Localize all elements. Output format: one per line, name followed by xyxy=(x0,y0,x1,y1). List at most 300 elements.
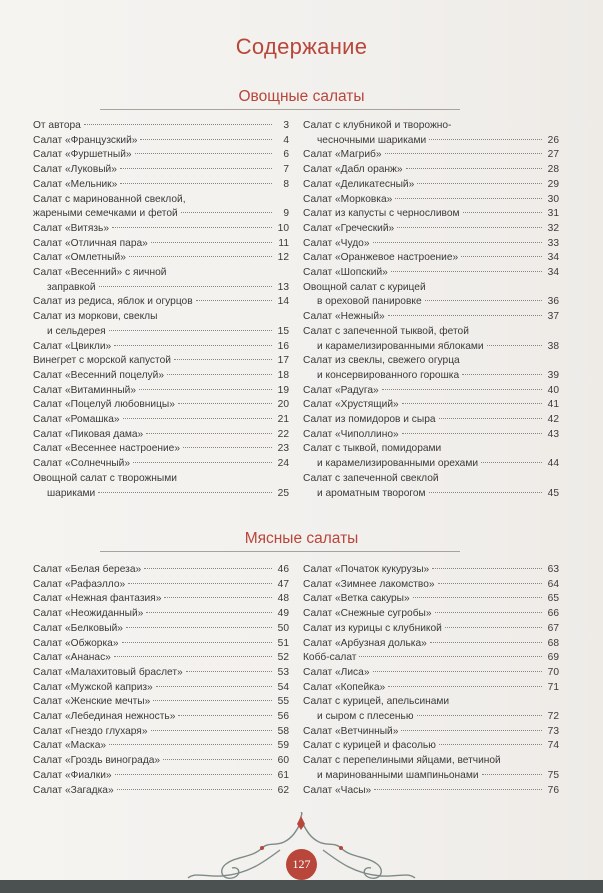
toc-entry-page: 3 xyxy=(283,120,289,131)
toc-entry-page: 43 xyxy=(547,428,559,440)
toc-entry-page: 25 xyxy=(277,487,289,499)
toc-entry-page: 73 xyxy=(547,725,559,737)
dot-leader xyxy=(114,345,272,346)
toc-entry xyxy=(33,695,289,710)
toc-entry-title: Салат с клубникой и творожно- xyxy=(303,120,452,131)
dot-leader xyxy=(402,403,542,404)
toc-entry-title: жареными семечками и фетой xyxy=(33,208,178,220)
toc-entry-page: 75 xyxy=(547,769,559,781)
toc-entry-title: Салат «Ветчинный» xyxy=(303,725,399,737)
toc-entry xyxy=(303,592,559,607)
toc-entry-page: 51 xyxy=(277,637,289,649)
toc-entry xyxy=(33,207,289,222)
dot-leader xyxy=(395,198,542,199)
toc-entry xyxy=(33,266,289,281)
toc-entry xyxy=(33,442,289,457)
toc-entry-page: 21 xyxy=(277,414,289,426)
toc-entry-page: 14 xyxy=(277,296,289,308)
toc-entry-title: Салат «Оранжевое настроение» xyxy=(303,252,459,264)
toc-entry xyxy=(33,487,289,502)
toc-entry-title: Салат «Нежный» xyxy=(303,311,385,323)
toc-entry-page: 40 xyxy=(547,384,559,396)
dot-leader xyxy=(139,389,272,390)
toc-entry-page: 38 xyxy=(547,340,559,352)
toc-entry-title: Салат «Весеннее настроение» xyxy=(33,443,181,455)
toc-column-right xyxy=(303,119,559,501)
dot-leader xyxy=(123,418,272,419)
toc-entry-page: 52 xyxy=(277,652,289,664)
toc-entry-title: шариками xyxy=(47,487,96,499)
dot-leader xyxy=(359,656,542,657)
dot-leader xyxy=(156,686,272,687)
toc-entry xyxy=(33,281,289,296)
toc-entry-title: Салат «Весенний» с яичной xyxy=(33,267,167,279)
section-heading-vegetable: Овощные салаты xyxy=(238,88,365,105)
toc-entry-page: 27 xyxy=(547,149,559,161)
toc-entry-title: Салат из курицы с клубникой xyxy=(303,622,442,634)
dot-leader xyxy=(112,227,272,228)
toc-entry xyxy=(33,251,289,266)
toc-entry xyxy=(33,193,289,208)
toc-entry-title: Салат «Маска» xyxy=(33,740,107,752)
toc-entry xyxy=(303,666,559,681)
dot-leader xyxy=(99,286,272,287)
dot-leader xyxy=(435,612,542,613)
dot-leader xyxy=(391,271,542,272)
toc-entry xyxy=(303,487,559,502)
toc-entry xyxy=(303,310,559,325)
toc-entry-page: 7 xyxy=(283,164,289,176)
dot-leader xyxy=(373,242,542,243)
toc-entry-title: Салат с запеченной тыквой, фетой xyxy=(303,325,469,337)
dot-leader xyxy=(133,462,272,463)
toc-entry-title: Салат «Малахитовый браслет» xyxy=(33,666,183,678)
toc-entry xyxy=(33,222,289,237)
toc-entry xyxy=(33,295,289,310)
toc-entry-title: Салат «Ромашка» xyxy=(33,414,120,426)
toc-entry-page: 26 xyxy=(547,134,559,146)
toc-entry-title: Салат «Загадка» xyxy=(33,784,114,796)
toc-entry xyxy=(303,695,559,710)
toc-entry xyxy=(303,207,559,222)
dot-leader xyxy=(430,642,542,643)
toc-entry xyxy=(303,237,559,252)
toc-entry xyxy=(33,563,289,578)
toc-entry-title: Салат «Дабл оранж» xyxy=(303,164,403,176)
toc-entry xyxy=(303,739,559,754)
bottom-edge xyxy=(0,880,603,893)
dot-leader xyxy=(120,168,272,169)
toc-entry-title: Салат «Пиковая дама» xyxy=(33,428,144,440)
toc-entry-page: 9 xyxy=(283,208,289,220)
toc-entry-page: 8 xyxy=(283,178,289,190)
toc-entry-title: Салат из редиса, яблок и огурцов xyxy=(33,296,193,308)
toc-entry-page: 39 xyxy=(547,369,559,381)
toc-entry-page: 11 xyxy=(278,237,289,249)
toc-entry-page: 44 xyxy=(547,458,559,470)
toc-entry xyxy=(303,163,559,178)
toc-entry-title: Салат «Хрустящий» xyxy=(303,399,399,411)
toc-entry-title: Салат из капусты с черносливом xyxy=(303,208,460,220)
dot-leader xyxy=(417,715,543,716)
dot-leader xyxy=(114,656,272,657)
toc-entry-page: 45 xyxy=(547,487,559,499)
toc-entry-title: и сыром с плесенью xyxy=(317,711,414,723)
dot-leader xyxy=(374,789,542,790)
toc-entry-title: Овощной салат с курицей xyxy=(303,281,426,293)
toc-entry xyxy=(303,325,559,340)
toc-entry-title: Салат с тыквой, помидорами xyxy=(303,443,442,455)
dot-leader xyxy=(167,374,272,375)
dot-leader xyxy=(151,242,272,243)
section-divider xyxy=(100,551,460,552)
toc-entry-title: Салат «Копейка» xyxy=(303,681,386,693)
toc-entry-title: Кобб-салат xyxy=(303,652,357,664)
toc-entry xyxy=(33,384,289,399)
dot-leader xyxy=(153,700,272,701)
dot-leader xyxy=(181,212,272,213)
toc-entry-title: Салат «Гнездо глухаря» xyxy=(33,725,148,737)
toc-entry-page: 64 xyxy=(547,578,559,590)
toc-entry-title: Салат «Чудо» xyxy=(303,237,370,249)
toc-entry-title: Салат «Чиполлино» xyxy=(303,428,399,440)
toc-entry-title: Салат «Отличная пара» xyxy=(33,237,148,249)
toc-entry-page: 29 xyxy=(547,178,559,190)
toc-entry-page: 67 xyxy=(547,622,559,634)
dot-leader xyxy=(146,612,272,613)
dot-leader xyxy=(164,597,272,598)
toc-entry xyxy=(33,369,289,384)
toc-entry-page: 33 xyxy=(547,237,559,249)
toc-entry-title: Салат «Нежная фантазия» xyxy=(33,593,162,605)
toc-entry-page: 60 xyxy=(277,755,289,767)
toc-entry-title: в ореховой панировке xyxy=(317,296,422,308)
dot-leader xyxy=(109,330,272,331)
toc-entry xyxy=(303,148,559,163)
toc-entry xyxy=(303,354,559,369)
toc-entry-title: Салат «Омлетный» xyxy=(33,252,126,264)
toc-entry xyxy=(33,398,289,413)
dot-leader xyxy=(115,774,272,775)
dot-leader xyxy=(417,183,542,184)
toc-entry-page: 36 xyxy=(547,296,559,308)
toc-entry-title: и консервированного горошка xyxy=(317,369,460,381)
toc-entry-title: Салат «Лебединая нежность» xyxy=(33,711,176,723)
toc-entry-page: 47 xyxy=(277,578,289,590)
toc-entry-title: чесночными шариками xyxy=(317,134,427,146)
dot-leader xyxy=(429,139,542,140)
toc-entry xyxy=(303,784,559,799)
toc-entry-title: Салат «Фиалки» xyxy=(33,769,112,781)
section-divider xyxy=(100,109,460,110)
dot-leader xyxy=(151,730,273,731)
toc-entry xyxy=(33,622,289,637)
toc-entry xyxy=(303,428,559,443)
toc-entry-title: и сельдерея xyxy=(47,325,106,337)
toc-entry xyxy=(33,148,289,163)
toc-entry-title: Салат «Ветка сакуры» xyxy=(303,593,410,605)
dot-leader xyxy=(129,256,272,257)
toc-entry-page: 46 xyxy=(277,564,289,575)
toc-entry xyxy=(303,607,559,622)
toc-entry-title: Салат из моркови, свеклы xyxy=(33,311,158,323)
toc-entry-title: Салат «Солнечный» xyxy=(33,458,130,470)
toc-entry xyxy=(303,251,559,266)
toc-entry xyxy=(33,457,289,472)
toc-entry xyxy=(33,237,289,252)
toc-entry-title: Салат «Неожиданный» xyxy=(33,608,144,620)
toc-entry-title: Салат «Лиса» xyxy=(303,666,370,678)
toc-entry xyxy=(303,193,559,208)
toc-entry xyxy=(303,134,559,149)
toc-entry xyxy=(33,784,289,799)
toc-entry-title: Салат «Початок кукурузы» xyxy=(303,564,430,575)
dot-leader xyxy=(406,168,542,169)
toc-entry-page: 61 xyxy=(277,769,289,781)
toc-entry xyxy=(303,754,559,769)
toc-entry-title: Салат «Арбузная долька» xyxy=(303,637,427,649)
toc-entry-page: 23 xyxy=(277,443,289,455)
toc-entry-page: 56 xyxy=(277,711,289,723)
toc-entry-page: 34 xyxy=(547,252,559,264)
toc-entry-title: Салат «Мужской каприз» xyxy=(33,681,153,693)
toc-entry xyxy=(33,119,289,134)
dot-leader xyxy=(439,744,542,745)
toc-entry-page: 72 xyxy=(547,711,559,723)
dot-leader xyxy=(432,568,542,569)
toc-entry-title: Салат «Обжорка» xyxy=(33,637,119,649)
toc-entry-title: Салат «Зимнее лакомство» xyxy=(303,578,435,590)
dot-leader xyxy=(144,568,272,569)
toc-entry-title: Салат «Луковый» xyxy=(33,164,117,176)
toc-entry xyxy=(33,592,289,607)
toc-entry-title: Салат «Витязь» xyxy=(33,222,109,234)
toc-entry-page: 16 xyxy=(277,340,289,352)
toc-entry-page: 18 xyxy=(277,369,289,381)
toc-entry xyxy=(33,310,289,325)
toc-entry-page: 48 xyxy=(277,593,289,605)
toc-entry xyxy=(303,119,559,134)
toc-entry-page: 53 xyxy=(277,666,289,678)
toc-entry-page: 66 xyxy=(547,608,559,620)
toc-entry-title: Салат «Снежные сугробы» xyxy=(303,608,432,620)
dot-leader xyxy=(463,212,542,213)
dot-leader xyxy=(461,256,542,257)
toc-entry xyxy=(303,710,559,725)
toc-entry xyxy=(303,178,559,193)
toc-entry-page: 17 xyxy=(277,355,289,367)
dot-leader xyxy=(402,433,542,434)
toc-entry-title: Салат «Мельник» xyxy=(33,178,118,190)
toc-entry xyxy=(33,472,289,487)
toc-entry-title: Салат «Радуга» xyxy=(303,384,379,396)
dot-leader xyxy=(196,300,272,301)
toc-entry-title: Салат «Ананас» xyxy=(33,652,111,664)
dot-leader xyxy=(122,642,273,643)
toc-entry xyxy=(33,607,289,622)
toc-entry xyxy=(33,637,289,652)
toc-entry-title: Салат «Фуршетный» xyxy=(33,149,132,161)
toc-entry xyxy=(33,578,289,593)
toc-entry xyxy=(303,222,559,237)
toc-entry xyxy=(33,354,289,369)
toc-entry xyxy=(303,295,559,310)
dot-leader xyxy=(120,183,272,184)
toc-entry-page: 15 xyxy=(277,325,289,337)
toc-entry xyxy=(33,666,289,681)
dot-leader xyxy=(140,139,272,140)
toc-entry xyxy=(303,266,559,281)
toc-entry-page: 59 xyxy=(277,740,289,752)
toc-entry-page: 55 xyxy=(277,696,289,708)
page-title: Содержание xyxy=(235,34,368,59)
dot-leader xyxy=(413,597,542,598)
toc-entry xyxy=(33,651,289,666)
toc-entry-page: 50 xyxy=(277,622,289,634)
toc-entry-page: 65 xyxy=(547,593,559,605)
toc-entry xyxy=(33,428,289,443)
dot-leader xyxy=(388,686,542,687)
dot-leader xyxy=(98,492,272,493)
toc-entry xyxy=(33,769,289,784)
toc-entry-page: 69 xyxy=(547,652,559,664)
dot-leader xyxy=(481,462,542,463)
toc-entry xyxy=(303,384,559,399)
section-heading-meat: Мясные салаты xyxy=(244,530,359,547)
toc-entry-page: 63 xyxy=(547,564,559,575)
toc-entry-page: 22 xyxy=(277,428,289,440)
toc-entry xyxy=(33,725,289,740)
toc-entry xyxy=(303,281,559,296)
toc-entry-page: 24 xyxy=(277,458,289,470)
toc-entry-page: 49 xyxy=(277,608,289,620)
toc-entry-title: От автора xyxy=(33,120,81,131)
toc-entry-page: 42 xyxy=(547,414,559,426)
toc-entry xyxy=(33,134,289,149)
toc-entry-page: 10 xyxy=(277,222,289,234)
dot-leader xyxy=(401,730,542,731)
toc-entry xyxy=(303,563,559,578)
toc-entry xyxy=(303,622,559,637)
toc-entry-page: 34 xyxy=(547,267,559,279)
dot-leader xyxy=(186,671,272,672)
toc-entry-title: заправкой xyxy=(47,281,96,293)
toc-entry xyxy=(303,769,559,784)
toc-entry-page: 19 xyxy=(277,384,289,396)
toc-entry-title: Салат «Деликатесный» xyxy=(303,178,415,190)
toc-entry-title: Салат с курицей и фасолью xyxy=(303,740,436,752)
toc-entry xyxy=(303,725,559,740)
toc-entry-page: 13 xyxy=(277,281,289,293)
toc-entry-title: Салат с курицей, апельсинами xyxy=(303,696,450,708)
toc-entry-title: Салат «Греческий» xyxy=(303,222,395,234)
toc-entry-title: и ароматным творогом xyxy=(317,487,426,499)
toc-entry-title: Винегрет с морской капустой xyxy=(33,355,171,367)
toc-entry-page: 4 xyxy=(283,134,289,146)
toc-entry xyxy=(33,710,289,725)
toc-entry xyxy=(303,369,559,384)
toc-entry xyxy=(303,472,559,487)
dot-leader xyxy=(183,447,272,448)
toc-entry-title: и карамелизированными яблоками xyxy=(317,340,484,352)
toc-column-left xyxy=(33,119,289,501)
toc-entry-title: Салат «Гроздь винограда» xyxy=(33,755,161,767)
toc-entry-page: 32 xyxy=(547,222,559,234)
dot-leader xyxy=(439,418,542,419)
toc-entry-title: Салат «Цвикли» xyxy=(33,340,112,352)
dot-leader xyxy=(429,492,542,493)
toc-entry xyxy=(303,578,559,593)
dot-leader xyxy=(438,583,542,584)
toc-entry-title: Салат «Магриб» xyxy=(303,149,382,161)
dot-leader xyxy=(178,715,272,716)
toc-entry xyxy=(303,457,559,472)
toc-entry xyxy=(33,754,289,769)
toc-entry-page: 28 xyxy=(547,164,559,176)
toc-entry xyxy=(33,163,289,178)
toc-entry-title: Салат «Женские мечты» xyxy=(33,696,151,708)
toc-entry xyxy=(33,739,289,754)
dot-leader xyxy=(462,374,542,375)
toc-entry xyxy=(33,340,289,355)
toc-entry xyxy=(303,681,559,696)
toc-entry-title: Овощной салат с творожными xyxy=(33,472,177,484)
toc-entry-page: 31 xyxy=(547,208,559,220)
toc-entry xyxy=(303,442,559,457)
toc-entry-page: 76 xyxy=(547,784,559,796)
toc-entry-page: 12 xyxy=(277,252,289,264)
toc-entry-title: Салат «Часы» xyxy=(303,784,372,796)
toc-entry-title: Салат «Шопский» xyxy=(303,267,388,279)
dot-leader xyxy=(425,300,542,301)
toc-entry-title: Салат «Белковый» xyxy=(33,622,123,634)
toc-entry xyxy=(33,681,289,696)
toc-entry-title: Салат с запеченной свеклой xyxy=(303,472,439,484)
dot-leader xyxy=(385,153,542,154)
toc-entry-title: Салат «Белая береза» xyxy=(33,564,142,575)
dot-leader xyxy=(117,789,272,790)
dot-leader xyxy=(482,774,542,775)
toc-entry-page: 30 xyxy=(547,193,559,205)
toc-entry-page: 54 xyxy=(277,681,289,693)
toc-entry-title: и маринованными шампиньонами xyxy=(317,769,479,781)
toc-entry-page: 62 xyxy=(277,784,289,796)
dot-leader xyxy=(135,153,272,154)
toc-entry-page: 6 xyxy=(283,149,289,161)
page-number: 127 xyxy=(286,849,317,880)
dot-leader xyxy=(445,627,542,628)
toc-entry xyxy=(303,398,559,413)
toc-entry-title: Салат из помидоров и сыра xyxy=(303,414,436,426)
toc-entry-title: Салат «Поцелуй любовницы» xyxy=(33,399,175,411)
toc-entry-title: Салат «Витаминный» xyxy=(33,384,137,396)
toc-entry xyxy=(303,340,559,355)
toc-column-right xyxy=(303,563,559,798)
toc-entry-page: 70 xyxy=(547,666,559,678)
toc-entry-title: Салат из свеклы, свежего огурца xyxy=(303,355,460,367)
toc-entry-title: Салат с маринованной свеклой, xyxy=(33,193,186,205)
dot-leader xyxy=(146,433,272,434)
dot-leader xyxy=(382,389,542,390)
toc-column-left xyxy=(33,563,289,798)
toc-entry-title: Салат с перепелиными яйцами, ветчиной xyxy=(303,755,501,767)
toc-entry-title: Салат «Французский» xyxy=(33,134,138,146)
toc-entry-page: 68 xyxy=(547,637,559,649)
dot-leader xyxy=(388,315,542,316)
toc-entry xyxy=(33,178,289,193)
toc-entry-page: 74 xyxy=(547,740,559,752)
toc-entry-title: и карамелизированными орехами xyxy=(317,458,479,470)
